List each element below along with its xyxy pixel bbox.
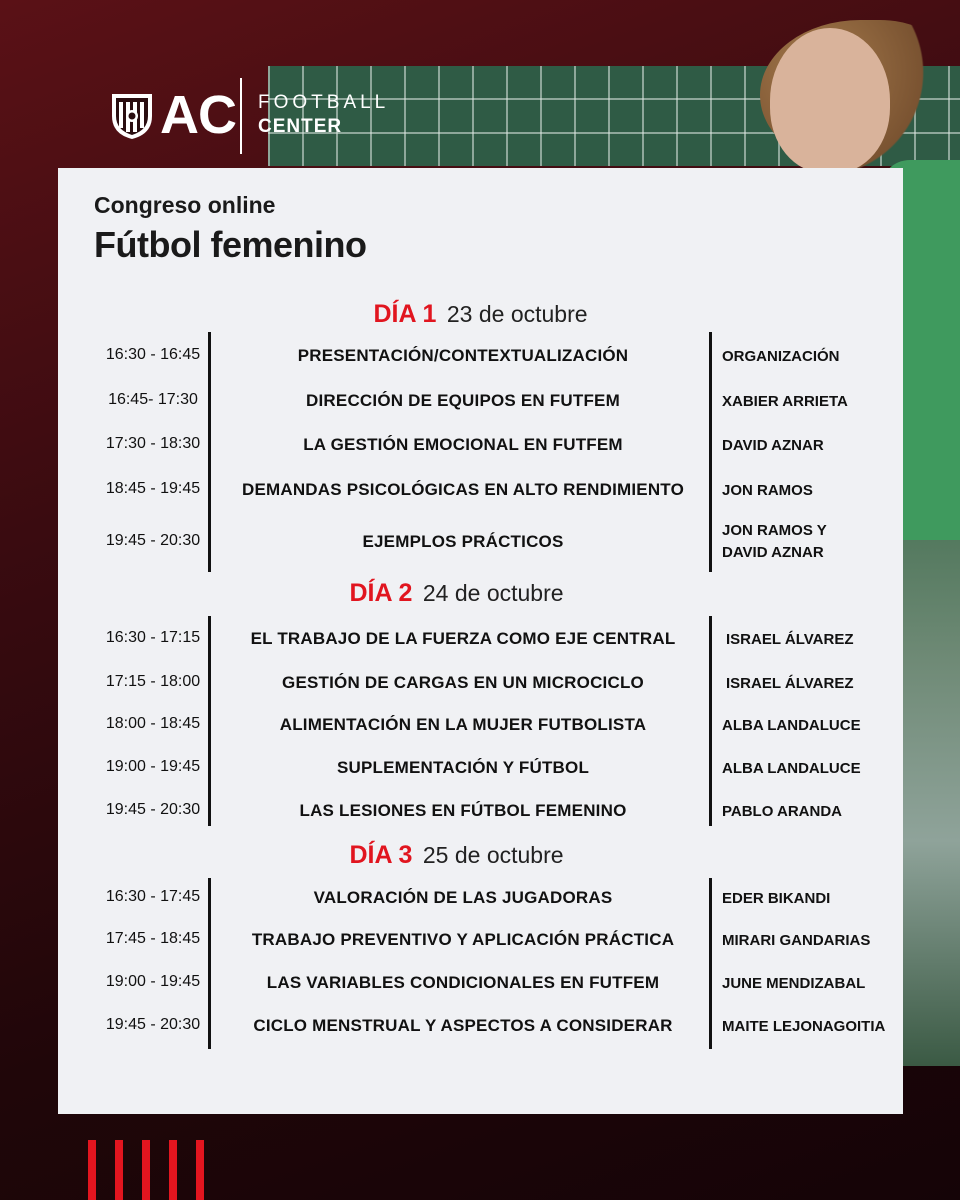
session-topic: PRESENTACIÓN/CONTEXTUALIZACIÓN [297,346,629,365]
session-speaker: ISRAEL ÁLVAREZ [726,675,854,692]
day-date: 23 de octubre [446,301,588,327]
center-text: CENTER [258,116,343,137]
stripe [88,1140,96,1200]
logo-divider [240,78,242,154]
session-speaker: MIRARI GANDARIAS [722,932,871,949]
session-speaker: ALBA LANDALUCE [722,717,861,734]
session-topic: EL TRABAJO DE LA FUERZA COMO EJE CENTRAL [250,629,676,648]
day-label: DÍA 1 [373,300,437,328]
session-topic: GESTIÓN DE CARGAS EN UN MICROCICLO [282,673,644,692]
event-subtitle: Congreso online [94,192,276,218]
session-topic: DEMANDAS PSICOLÓGICAS EN ALTO RENDIMIENTO [241,480,685,499]
session-speaker: MAITE LEJONAGOITIA [722,1018,886,1035]
session-time: 19:45 - 20:30 [105,532,201,549]
speaker-line: JON RAMOS Y [722,522,827,539]
session-topic: EJEMPLOS PRÁCTICOS [362,532,564,551]
session-time: 16:30 - 17:15 [105,629,201,646]
schedule-card [58,168,903,1114]
day-heading [58,300,903,329]
session-speaker [722,520,902,564]
session-time: 19:00 - 19:45 [105,973,201,990]
session-speaker: PABLO ARANDA [722,803,842,820]
stripe [115,1140,123,1200]
player-head [770,28,890,173]
session-speaker: DAVID AZNAR [722,437,824,454]
event-title: Fútbol femenino [94,224,367,265]
stripe [196,1140,204,1200]
session-speaker: ISRAEL ÁLVAREZ [726,631,854,648]
session-time: 17:45 - 18:45 [105,930,201,947]
day-date: 25 de octubre [422,842,564,868]
session-topic: LAS VARIABLES CONDICIONALES EN FUTFEM [266,973,660,992]
session-speaker: ALBA LANDALUCE [722,760,861,777]
stripe [169,1140,177,1200]
session-time: 18:45 - 19:45 [105,480,201,497]
speaker-line: DAVID AZNAR [722,544,824,561]
day-label: DÍA 2 [349,579,413,607]
session-topic: CICLO MENSTRUAL Y ASPECTOS A CONSIDERAR [253,1016,673,1035]
ac-logo-text: AC [160,85,236,145]
session-speaker: JON RAMOS [722,482,813,499]
session-time: 18:00 - 18:45 [105,715,201,732]
session-speaker: ORGANIZACIÓN [722,348,840,365]
session-time: 17:30 - 18:30 [105,435,201,452]
day-heading [34,841,879,870]
session-topic: VALORACIÓN DE LAS JUGADORAS [313,888,613,907]
session-time: 19:45 - 20:30 [105,801,201,818]
athletic-club-shield-icon [110,90,154,140]
stripe [142,1140,150,1200]
session-time: 16:30 - 17:45 [105,888,201,905]
football-text: FOOTBALL [258,92,390,113]
session-time: 19:45 - 20:30 [105,1016,201,1033]
session-time: 16:30 - 16:45 [105,346,201,363]
session-topic: ALIMENTACIÓN EN LA MUJER FUTBOLISTA [279,715,647,734]
day-label: DÍA 3 [349,841,413,869]
session-topic: DIRECCIÓN DE EQUIPOS EN FUTFEM [306,391,620,410]
session-time: 16:45- 17:30 [108,391,198,408]
session-speaker: EDER BIKANDI [722,890,831,907]
session-topic: LA GESTIÓN EMOCIONAL EN FUTFEM [303,435,623,454]
day-date: 24 de octubre [422,580,564,606]
day-heading [34,579,879,608]
session-speaker: XABIER ARRIETA [722,393,848,410]
session-topic: SUPLEMENTACIÓN Y FÚTBOL [336,758,590,777]
session-time: 19:00 - 19:45 [105,758,201,775]
session-topic: TRABAJO PREVENTIVO Y APLICACIÓN PRÁCTICA [251,930,675,949]
decorative-stripes [88,1140,218,1200]
session-speaker: JUNE MENDIZABAL [722,975,866,992]
session-topic: LAS LESIONES EN FÚTBOL FEMENINO [299,801,627,820]
session-time: 17:15 - 18:00 [105,673,201,690]
